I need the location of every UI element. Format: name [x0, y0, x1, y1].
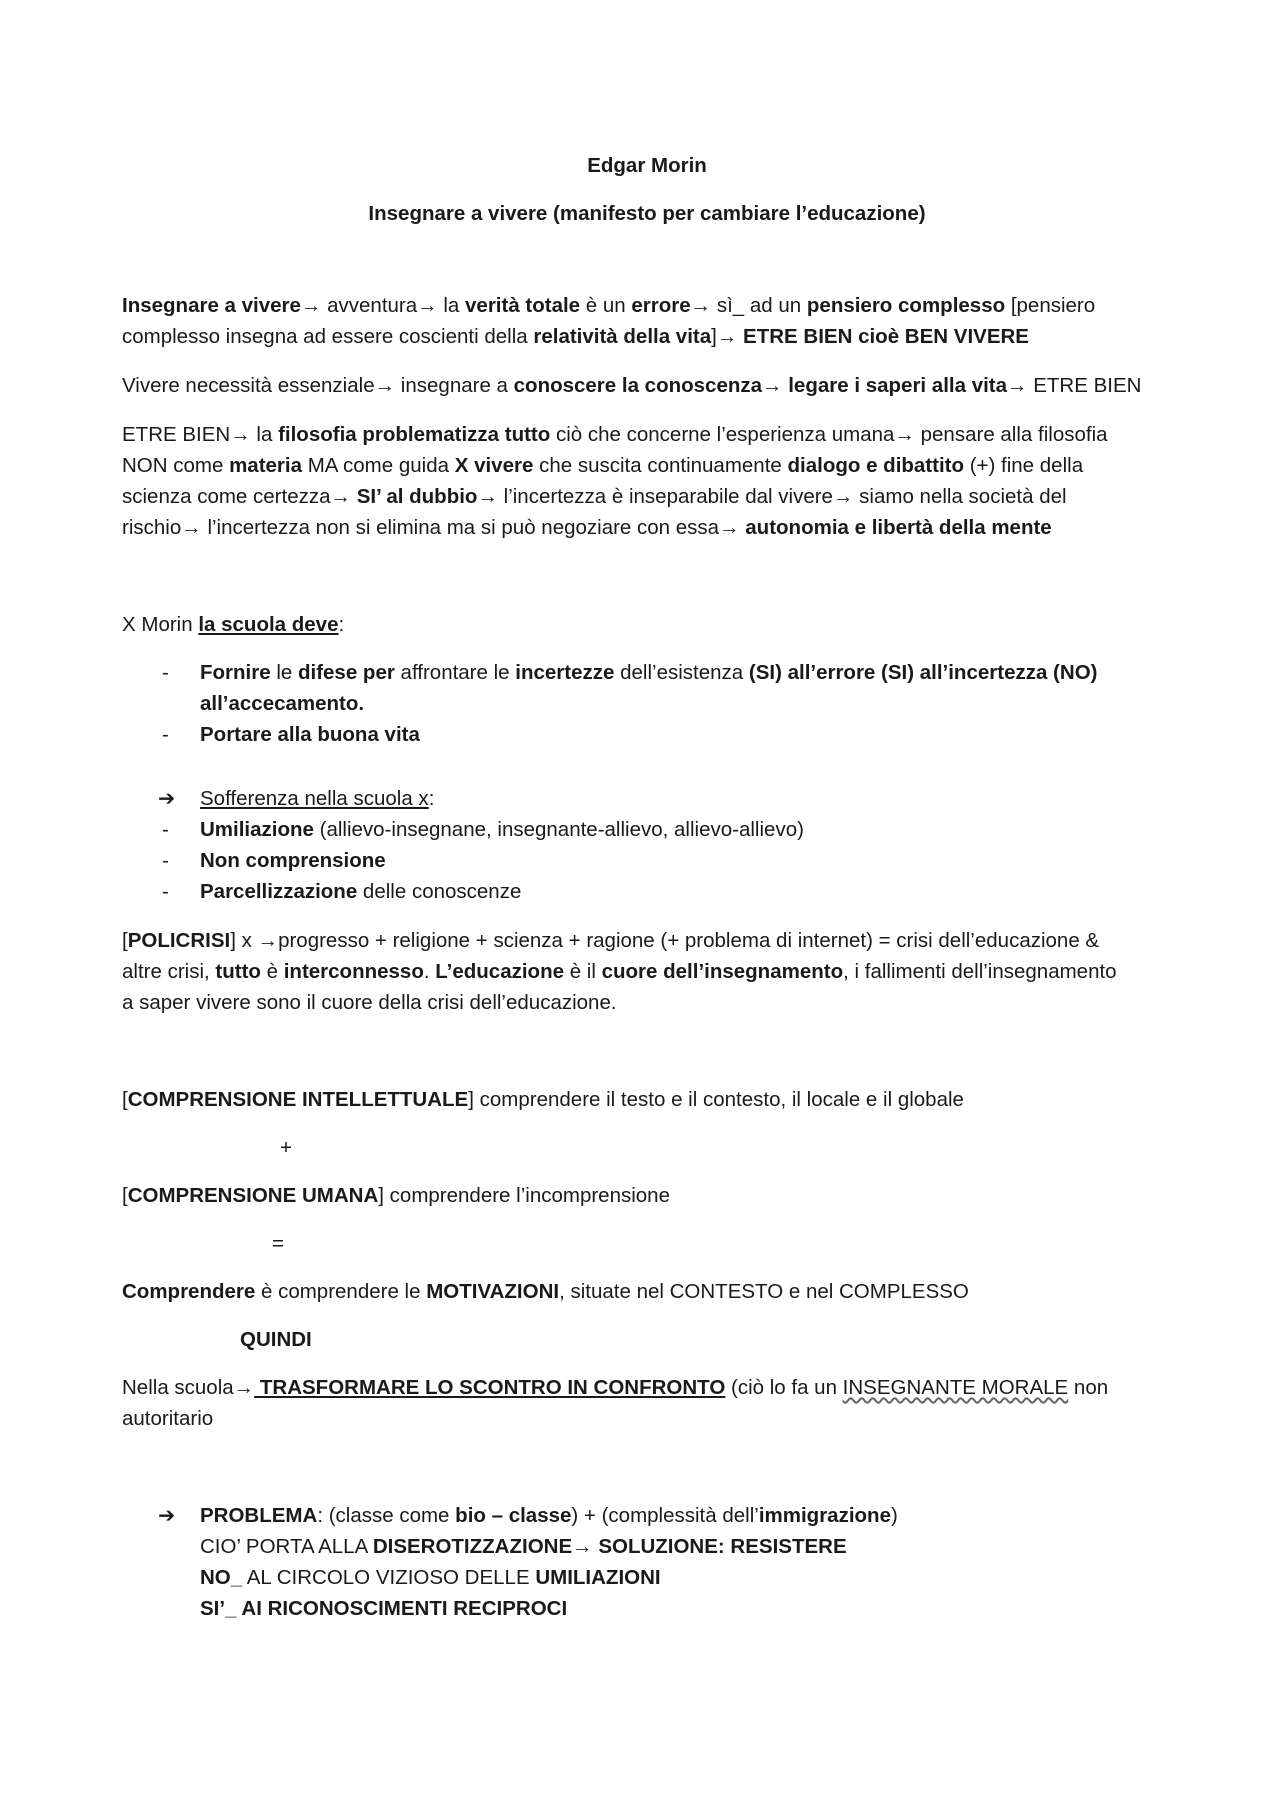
problema-block	[122, 1500, 1172, 1624]
arrow-icon: →	[230, 423, 251, 446]
text: [pensiero	[1005, 294, 1096, 317]
text-bold: filosofia problematizza tutto	[278, 423, 551, 446]
text-bold: autonomia e libertà della mente	[739, 516, 1052, 539]
paragraph-comprendere	[122, 1276, 1172, 1307]
text-bold: COMPRENSIONE INTELLETTUALE	[127, 1088, 469, 1111]
arrow-icon: →	[374, 374, 396, 397]
text-bold: X vivere	[454, 454, 534, 477]
text: ] comprendere l’incomprensione	[378, 1184, 670, 1207]
document-page	[122, 150, 1172, 1624]
arrow-icon: →	[719, 516, 740, 539]
text: AL CIRCOLO VIZIOSO DELLE	[242, 1566, 536, 1589]
arrow-icon: →	[762, 374, 783, 397]
text: MA come guida	[302, 454, 455, 477]
text-bold: SI’_ AI RICONOSCIMENTI RECIPROCI	[200, 1597, 568, 1620]
text: , i fallimenti dell’insegnamento	[843, 960, 1117, 983]
text-bold: tutto	[215, 960, 261, 983]
text: [	[122, 1184, 128, 1207]
text: .	[423, 960, 436, 983]
text-bold: Parcellizzazione	[200, 880, 358, 903]
text: ETRE BIEN	[1027, 374, 1142, 397]
text-bold: (SI) all’errore (SI) all’incertezza (NO)	[748, 661, 1098, 684]
text: , situate nel CONTESTO e nel COMPLESSO	[559, 1280, 969, 1303]
text: CIO’ PORTA ALLA	[200, 1535, 373, 1558]
quindi-label	[122, 1324, 1172, 1355]
text-bold: all’accecamento.	[200, 692, 365, 715]
text-bold: L’educazione	[435, 960, 564, 983]
text-bold: UMILIAZIONI	[535, 1566, 661, 1589]
text: rischio	[122, 516, 182, 539]
arrow-icon: →	[894, 423, 915, 446]
text: (+) fine della	[964, 454, 1084, 477]
text: scienza come certezza	[122, 485, 331, 508]
text: (ciò lo fa un	[725, 1376, 843, 1399]
text-bold: Insegnare a vivere	[122, 294, 301, 317]
text-bold: PROBLEMA	[200, 1504, 318, 1527]
text-bold: Non comprensione	[200, 849, 386, 872]
text: autoritario	[122, 1407, 214, 1430]
text-bold: COMPRENSIONE UMANA	[127, 1184, 379, 1207]
paragraph-policrisi	[122, 925, 1172, 1018]
arrow-head-icon: ➔	[158, 787, 176, 810]
text-bold: relatività della vita	[533, 325, 712, 348]
arrow-icon: →	[233, 1376, 255, 1399]
text: la	[250, 423, 279, 446]
paragraph-nella-scuola	[122, 1372, 1172, 1434]
text-bold-underline: la scuola deve	[198, 613, 339, 636]
text-bold: conoscere la conoscenza	[513, 374, 763, 397]
arrow-icon: →	[572, 1535, 593, 1558]
text: altre crisi,	[122, 960, 216, 983]
arrow-icon: →	[300, 294, 322, 317]
arrow-icon: →	[832, 485, 854, 508]
arrow-icon: →	[1007, 374, 1028, 397]
text: ] comprendere il testo e il contesto, il locale e il globale	[468, 1088, 964, 1111]
sofferenza-heading	[122, 783, 1172, 814]
text: :	[428, 787, 435, 810]
arrow-icon: →	[330, 485, 352, 508]
list-sofferenza	[122, 814, 1172, 907]
text-bold: verità totale	[465, 294, 581, 317]
text-bold: materia	[229, 454, 303, 477]
text: dell’esistenza	[614, 661, 749, 684]
text-bold: Comprendere	[122, 1280, 256, 1303]
text-bold: pensiero complesso	[806, 294, 1006, 317]
text-bold-underline: TRASFORMARE LO SCONTRO IN CONFRONTO	[254, 1376, 726, 1399]
text: ] x	[230, 929, 258, 952]
list-item	[122, 814, 1172, 845]
list-scuola-deve	[122, 657, 1172, 750]
text: Vivere necessità essenziale	[122, 374, 375, 397]
equals-sign: =	[272, 1232, 284, 1255]
text-bold: ETRE BIEN cioè BEN VIVERE	[737, 325, 1029, 348]
list-item	[122, 876, 1172, 907]
arrow-icon: →	[181, 516, 202, 539]
text: è comprendere le	[255, 1280, 427, 1303]
text: è un	[580, 294, 632, 317]
text-bold: difese per	[297, 661, 395, 684]
text-bold: Portare alla buona vita	[200, 723, 420, 746]
text: delle conoscenze	[357, 880, 522, 903]
text: ciò che concerne l’esperienza umana	[550, 423, 895, 446]
arrow-icon: →	[477, 485, 498, 508]
text-bold: legare i saperi alla vita	[782, 374, 1008, 397]
text-spellcheck: INSEGNANTE MORALE	[842, 1376, 1069, 1399]
text: progresso + religione + scienza + ragione (+ problema di internet) = crisi dell’educazione &	[278, 929, 1100, 952]
arrow-icon: →	[417, 294, 438, 317]
doc-subtitle: Insegnare a vivere (manifesto per cambiare l’educazione)	[368, 202, 926, 225]
text: )	[890, 1504, 898, 1527]
text: Nella scuola	[122, 1376, 234, 1399]
text: è	[260, 960, 284, 983]
text-bold: Fornire	[200, 661, 271, 684]
paragraph-scuola-deve	[122, 609, 1172, 640]
text: [	[122, 929, 128, 952]
text-bold: bio – classe	[455, 1504, 572, 1527]
list-item	[122, 845, 1172, 876]
text-bold: POLICRISI	[127, 929, 231, 952]
paragraph-comprensione-intellettuale	[122, 1084, 1172, 1115]
list-item	[122, 657, 1172, 719]
text: complesso insegna ad essere coscienti della	[122, 325, 534, 348]
text-bold: incertezze	[515, 661, 615, 684]
text-bold: SOLUZIONE: RESISTERE	[592, 1535, 847, 1558]
arrow-icon: →	[716, 325, 738, 348]
text: a saper vivere sono il cuore della crisi dell’educazione.	[122, 991, 617, 1014]
text: sì_ ad un	[711, 294, 807, 317]
text-bold: NO_	[200, 1566, 243, 1589]
text: (allievo-insegnane, insegnante-allievo, allievo-allievo)	[313, 818, 804, 841]
text: ETRE BIEN	[122, 423, 231, 446]
text-underline: Sofferenza nella scuola x	[200, 787, 429, 810]
arrow-icon: →	[257, 929, 279, 952]
text: ) + (complessità dell’	[571, 1504, 759, 1527]
text: l’incertezza non si elimina ma si può negoziare con essa	[201, 516, 720, 539]
text: X Morin	[122, 613, 199, 636]
text: che suscita continuamente	[533, 454, 788, 477]
text-bold: MOTIVAZIONI	[426, 1280, 560, 1303]
text: [	[122, 1088, 128, 1111]
text: pensare alla filosofia	[914, 423, 1108, 446]
paragraph-comprensione-umana	[122, 1180, 1172, 1211]
text-bold: interconnesso	[283, 960, 424, 983]
text: ]	[711, 325, 717, 348]
text-bold: cuore dell’insegnamento	[601, 960, 844, 983]
text: è il	[564, 960, 602, 983]
text: :	[338, 613, 345, 636]
text: non	[1068, 1376, 1109, 1399]
text: le	[270, 661, 298, 684]
paragraph-etre-bien	[122, 419, 1172, 543]
paragraph-vivere	[122, 370, 1172, 401]
text-bold: Umiliazione	[200, 818, 314, 841]
text-bold: dialogo e dibattito	[787, 454, 965, 477]
list-item	[122, 719, 1172, 750]
text: siamo nella società del	[853, 485, 1067, 508]
text-bold: errore	[631, 294, 691, 317]
text-bold: immigrazione	[758, 1504, 891, 1527]
plus-sign: +	[280, 1136, 292, 1159]
text: affrontare le	[394, 661, 516, 684]
paragraph-insegnare	[122, 290, 1172, 352]
doc-author: Edgar Morin	[587, 154, 707, 177]
text: avventura	[321, 294, 418, 317]
text: NON come	[122, 454, 230, 477]
text-bold: DISEROTIZZAZIONE	[372, 1535, 573, 1558]
text: la	[437, 294, 466, 317]
text-bold: QUINDI	[240, 1328, 312, 1351]
arrow-head-icon: ➔	[158, 1504, 176, 1527]
text: insegnare a	[395, 374, 514, 397]
text: : (classe come	[317, 1504, 456, 1527]
text: l’incertezza è inseparabile dal vivere	[497, 485, 833, 508]
arrow-icon: →	[690, 294, 712, 317]
text-bold: SI’ al dubbio	[351, 485, 478, 508]
